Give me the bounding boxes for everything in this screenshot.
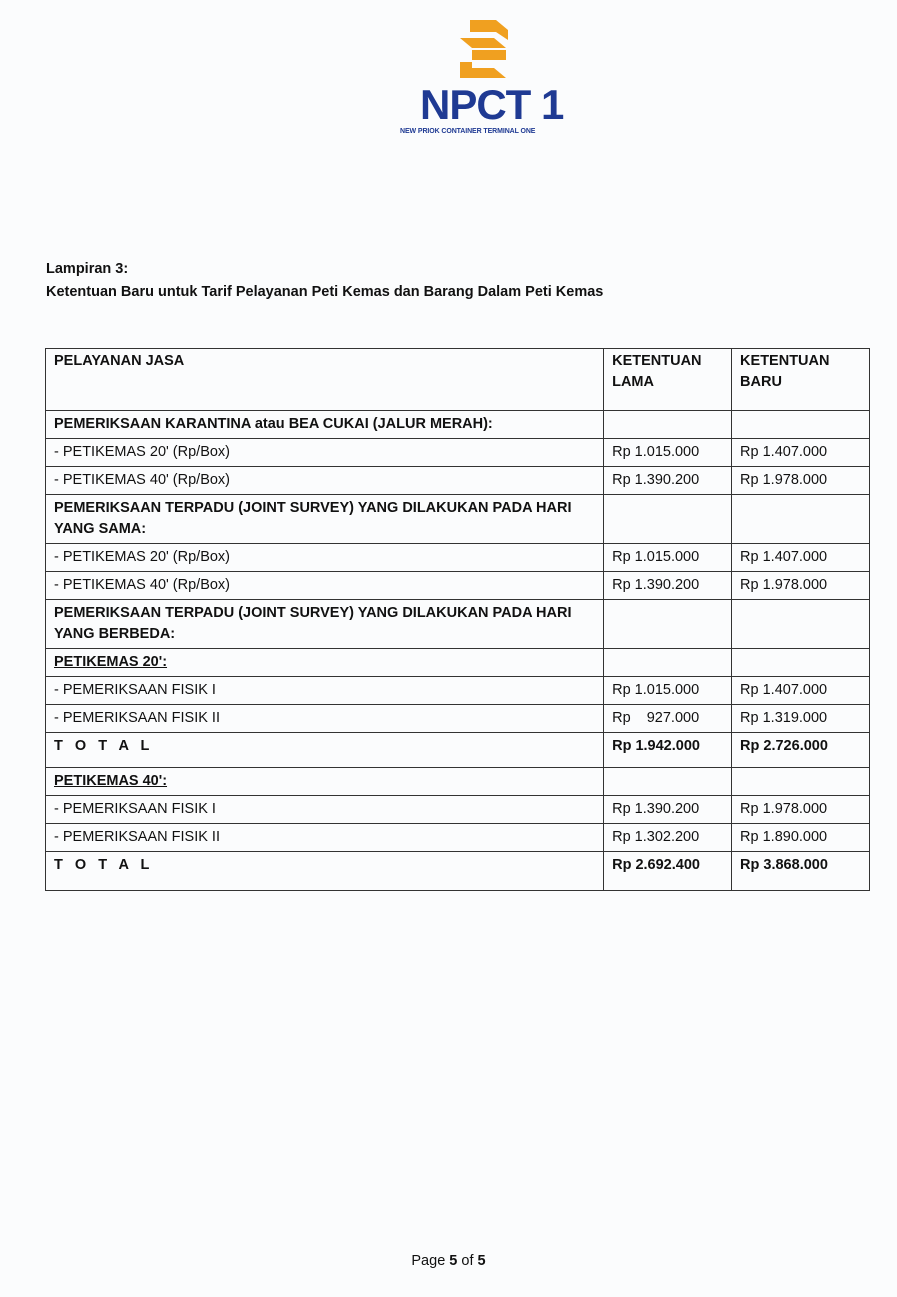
table-row xyxy=(46,544,870,572)
row-new-rate: Rp 1.407.000 xyxy=(732,544,870,572)
row-label: - PETIKEMAS 20' (Rp/Box) xyxy=(46,544,604,572)
row-old-rate xyxy=(604,495,732,544)
row-new-rate: Rp 1.978.000 xyxy=(732,467,870,495)
row-new-rate: Rp 1.407.000 xyxy=(732,439,870,467)
row-label: - PETIKEMAS 20' (Rp/Box) xyxy=(46,439,604,467)
logo-tagline: NEW PRIOK CONTAINER TERMINAL ONE xyxy=(400,128,536,135)
total-row xyxy=(46,852,870,891)
row-old-rate xyxy=(604,600,732,649)
row-old-rate: Rp 927.000 xyxy=(604,705,732,733)
table-row xyxy=(46,796,870,824)
header-new-rate: KETENTUAN BARU xyxy=(732,349,870,411)
row-old-rate: Rp 1.015.000 xyxy=(604,439,732,467)
table-row xyxy=(46,467,870,495)
row-new-rate xyxy=(732,411,870,439)
section-row xyxy=(46,600,870,649)
row-label: - PEMERIKSAAN FISIK II xyxy=(46,705,604,733)
section-row xyxy=(46,495,870,544)
tariff-table xyxy=(45,348,870,891)
row-new-rate xyxy=(732,495,870,544)
subsection-row xyxy=(46,649,870,677)
row-new-rate: Rp 3.868.000 xyxy=(732,852,870,891)
row-label: T O T A L xyxy=(46,733,604,768)
row-new-rate: Rp 1.319.000 xyxy=(732,705,870,733)
header-service: PELAYANAN JASA xyxy=(46,349,604,411)
row-label: PEMERIKSAAN TERPADU (JOINT SURVEY) YANG DILAKUKAN PADA HARI YANG BERBEDA: xyxy=(46,600,604,649)
row-new-rate xyxy=(732,600,870,649)
page-of: of xyxy=(461,1253,474,1269)
row-label: T O T A L xyxy=(46,852,604,891)
row-old-rate: Rp 1.942.000 xyxy=(604,733,732,768)
row-new-rate: Rp 1.978.000 xyxy=(732,796,870,824)
row-label: - PEMERIKSAAN FISIK II xyxy=(46,824,604,852)
row-new-rate xyxy=(732,649,870,677)
row-old-rate xyxy=(604,411,732,439)
table-row xyxy=(46,572,870,600)
npct1-logo-mark-icon xyxy=(450,16,530,86)
table-row xyxy=(46,705,870,733)
page-current: 5 xyxy=(449,1253,458,1269)
total-row xyxy=(46,733,870,768)
table-header-row xyxy=(46,349,870,411)
row-old-rate: Rp 1.015.000 xyxy=(604,677,732,705)
document-title: Ketentuan Baru untuk Tarif Pelayanan Peti Kemas dan Barang Dalam Peti Kemas xyxy=(46,284,604,300)
row-old-rate: Rp 1.390.200 xyxy=(604,796,732,824)
row-label: - PEMERIKSAAN FISIK I xyxy=(46,796,604,824)
row-old-rate: Rp 1.390.200 xyxy=(604,572,732,600)
section-row xyxy=(46,411,870,439)
row-old-rate xyxy=(604,649,732,677)
row-label: - PEMERIKSAAN FISIK I xyxy=(46,677,604,705)
row-old-rate: Rp 1.390.200 xyxy=(604,467,732,495)
table-row xyxy=(46,677,870,705)
row-label: PETIKEMAS 20': xyxy=(46,649,604,677)
row-label: PETIKEMAS 40': xyxy=(46,768,604,796)
page-label: Page xyxy=(411,1253,446,1269)
table-row xyxy=(46,439,870,467)
logo-wordmark: NPCT 1 xyxy=(420,81,564,128)
row-label: - PETIKEMAS 40' (Rp/Box) xyxy=(46,467,604,495)
row-old-rate: Rp 1.015.000 xyxy=(604,544,732,572)
document-heading xyxy=(46,258,603,304)
npct1-logo xyxy=(398,16,588,146)
row-new-rate xyxy=(732,768,870,796)
page-footer xyxy=(0,1253,897,1269)
row-old-rate: Rp 2.692.400 xyxy=(604,852,732,891)
row-new-rate: Rp 1.890.000 xyxy=(732,824,870,852)
header-old-rate: KETENTUAN LAMA xyxy=(604,349,732,411)
row-new-rate: Rp 2.726.000 xyxy=(732,733,870,768)
table-row xyxy=(46,824,870,852)
row-label: PEMERIKSAAN TERPADU (JOINT SURVEY) YANG DILAKUKAN PADA HARI YANG SAMA: xyxy=(46,495,604,544)
row-label: - PETIKEMAS 40' (Rp/Box) xyxy=(46,572,604,600)
row-old-rate: Rp 1.302.200 xyxy=(604,824,732,852)
subsection-row xyxy=(46,768,870,796)
attachment-label: Lampiran 3: xyxy=(46,261,129,277)
row-old-rate xyxy=(604,768,732,796)
row-label: PEMERIKSAAN KARANTINA atau BEA CUKAI (JALUR MERAH): xyxy=(46,411,604,439)
row-new-rate: Rp 1.407.000 xyxy=(732,677,870,705)
row-new-rate: Rp 1.978.000 xyxy=(732,572,870,600)
page-total: 5 xyxy=(477,1253,486,1269)
